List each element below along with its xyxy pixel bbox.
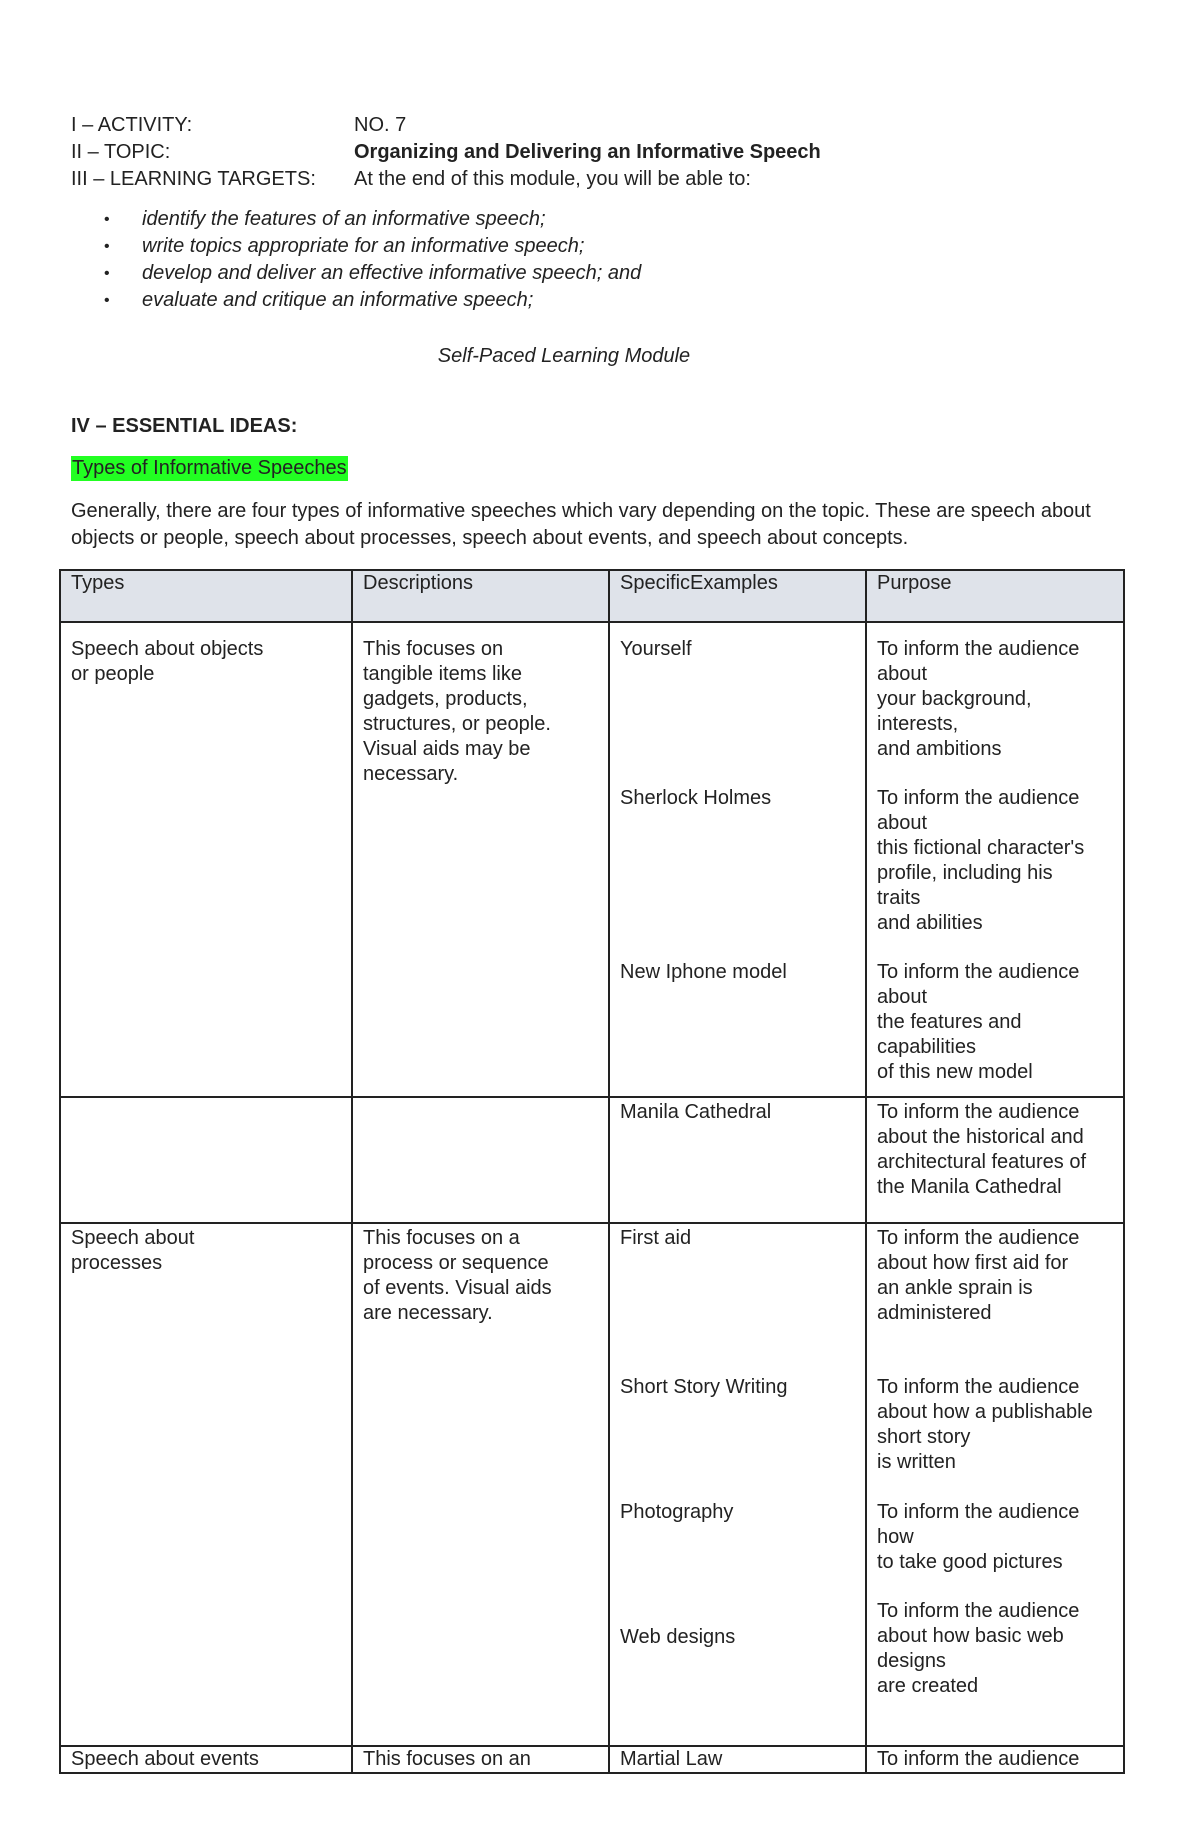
targets-label: III – LEARNING TARGETS: <box>71 168 316 190</box>
examples-cell: First aid Short Story Writing Photography Web designs <box>609 1223 866 1746</box>
description-cell: This focuses on a process or sequence of events. Visual aids are necessary. <box>352 1223 609 1746</box>
table-row <box>60 1746 1124 1773</box>
bullet-icon: • <box>104 292 110 309</box>
targets-value: At the end of this module, you will be able to: <box>354 168 751 190</box>
highlighted-subheading: Types of Informative Speeches <box>72 457 347 479</box>
col-header-descriptions: Descriptions <box>352 570 609 622</box>
activity-label: I – ACTIVITY: <box>71 114 193 136</box>
bullet-icon: • <box>104 238 110 255</box>
col-header-purpose: Purpose <box>866 570 1124 622</box>
description-cell <box>352 1097 609 1223</box>
list-item: • write topics appropriate for an informative speech; <box>104 235 585 257</box>
description-cell: This focuses on an <box>352 1746 609 1773</box>
informative-speech-types-table <box>59 569 1125 1774</box>
table-row <box>60 1223 1124 1746</box>
purpose-cell: To inform the audience <box>866 1746 1124 1773</box>
bullet-icon: • <box>104 211 110 228</box>
type-cell: Speech about processes <box>60 1223 352 1746</box>
description-cell: This focuses on tangible items like gadgets, products, structures, or people. Visual aids may be necessary. <box>352 622 609 1097</box>
essential-ideas-heading: IV – ESSENTIAL IDEAS: <box>71 415 298 437</box>
table-header-row <box>60 570 1124 622</box>
type-cell <box>60 1097 352 1223</box>
type-cell: Speech about objects or people <box>60 622 352 1097</box>
module-caption: Self-Paced Learning Module <box>437 345 691 367</box>
examples-cell: Martial Law <box>609 1746 866 1773</box>
learning-targets-list <box>71 207 641 315</box>
purpose-cell: To inform the audience about your background, interests, and ambitions To inform the audience about this fictional character's profile, including his traits and abilities To inform the audience about the features and capabilities of this new model <box>866 622 1124 1097</box>
purpose-cell: To inform the audience about the historical and architectural features of the Manila Cathedral <box>866 1097 1124 1223</box>
list-item: • evaluate and critique an informative speech; <box>104 289 534 311</box>
topic-value: Organizing and Delivering an Informative Speech <box>354 141 821 163</box>
list-item: • identify the features of an informative speech; <box>104 208 546 230</box>
type-cell: Speech about events <box>60 1746 352 1773</box>
activity-value: NO. 7 <box>354 114 407 136</box>
topic-label: II – TOPIC: <box>71 141 171 163</box>
purpose-cell: To inform the audience about how first aid for an ankle sprain is administered To inform the audience about how a publishable short story is written To inform the audience how to take good pictures To inform the audience about how basic web designs are created <box>866 1223 1124 1746</box>
col-header-examples: SpecificExamples <box>609 570 866 622</box>
list-item: • develop and deliver an effective informative speech; and <box>104 262 642 284</box>
bullet-icon: • <box>104 265 110 282</box>
intro-paragraph: Generally, there are four types of informative speeches which vary depending on the topic. These are speech about objects or people, speech about processes, speech about events, and speech about concepts. <box>71 500 1091 549</box>
examples-cell: Manila Cathedral <box>609 1097 866 1223</box>
examples-cell: Yourself Sherlock Holmes New Iphone model <box>609 622 866 1097</box>
table-row <box>60 1097 1124 1223</box>
table-row <box>60 622 1124 1097</box>
col-header-types: Types <box>60 570 352 622</box>
